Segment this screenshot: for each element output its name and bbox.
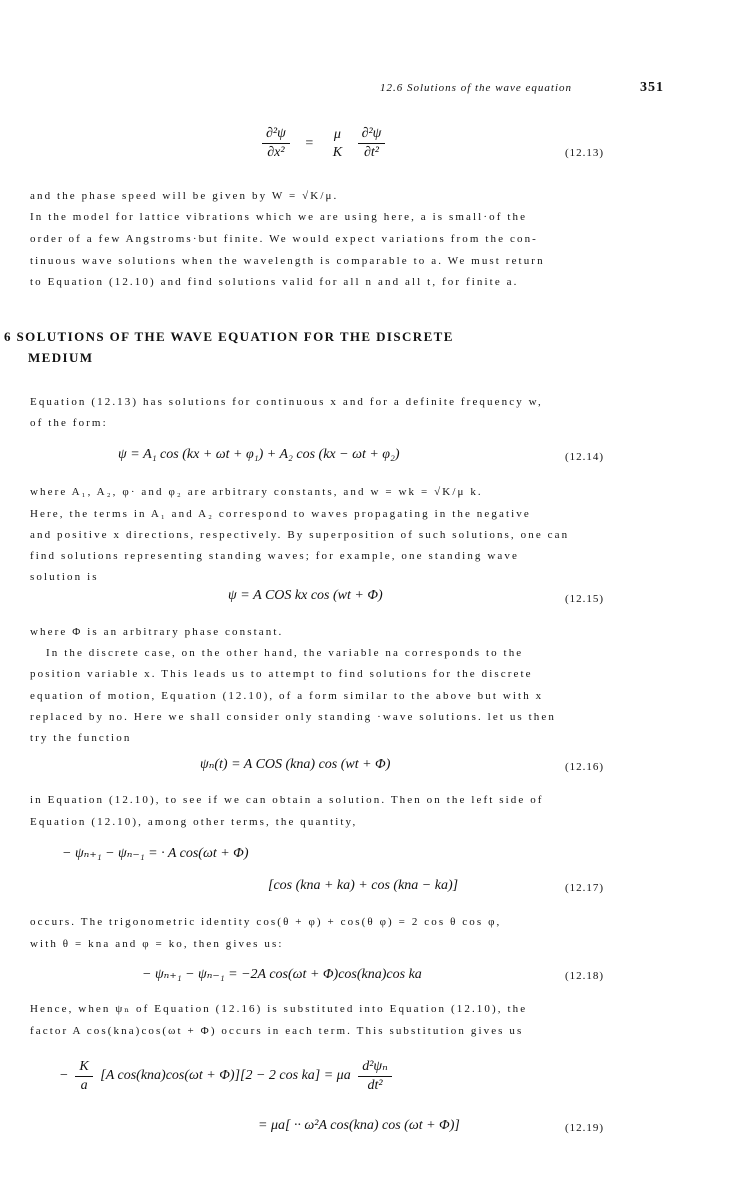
para1-line5: to Equation (12.10) and find solutions valid for all n and all t, for finite a. <box>30 276 519 288</box>
equation-12-15: ψ = A COS kx cos (wt + Φ) <box>228 588 383 603</box>
eq-12-13-equals: = <box>305 135 314 151</box>
para3-line2: Here, the terms in A₁ and A₂ correspond to waves propagating in the negative <box>30 508 531 520</box>
para1-line4: tinuous wave solutions when the wavelength is comparable to a. We must return <box>30 255 545 267</box>
running-title: 12.6 Solutions of the wave equation <box>380 82 573 94</box>
eq-12-19-a: a <box>80 1077 88 1093</box>
eq-12-13-lhs-denominator: ∂x² <box>267 145 285 160</box>
eq-12-13-rhs-denominator: ∂t² <box>363 145 379 160</box>
para2-line1: Equation (12.13) has solutions for continuous x and for a definite frequency w, <box>30 396 543 408</box>
para5-line1: in Equation (12.10), to see if we can obtain a solution. Then on the left side of <box>30 794 544 806</box>
para4-line5: replaced by no. Here we shall consider only standing ·wave solutions. let us then <box>30 711 556 723</box>
equation-12-18: − ψₙ₊₁ − ψₙ₋₁ = −2A cos(ωt + Φ)cos(kna)cos ka <box>142 967 422 982</box>
eq-12-19-K-over-a <box>75 1059 92 1094</box>
eq-12-14-number: (12.14) <box>565 451 605 463</box>
para2-line2: of the form: <box>30 417 108 429</box>
eq-12-13-lhs-numerator: ∂²ψ <box>262 126 290 144</box>
eq-12-19-middle: [A cos(kna)cos(ωt + Φ)][2 − 2 cos ka] = μa <box>100 1068 351 1084</box>
para1-line1: and the phase speed will be given by W = √K/μ. <box>30 190 339 202</box>
eq-12-19-lead-minus: − <box>60 1068 68 1084</box>
para3-line4: find solutions representing standing waves; for example, one standing wave <box>30 550 519 562</box>
para7-line1: Hence, when ψₙ of Equation (12.16) is substituted into Equation (12.10), the <box>30 1003 528 1015</box>
eq-12-17-number: (12.17) <box>565 882 605 894</box>
eq-12-13-number: (12.13) <box>565 147 605 159</box>
equation-12-13 <box>258 126 389 161</box>
eq-12-19-number: (12.19) <box>565 1122 605 1134</box>
eq-12-13-lhs-fraction <box>262 126 290 161</box>
para5-line2: Equation (12.10), among other terms, the quantity, <box>30 816 358 828</box>
eq-12-15-number: (12.15) <box>565 593 605 605</box>
equation-12-14: ψ = A₁ cos (kx + ωt + φ₁) + A₂ cos (kx − ωt + φ₂) <box>118 447 400 462</box>
page-number: 351 <box>640 80 664 95</box>
eq-12-13-rhs-numerator: ∂²ψ <box>358 126 386 144</box>
para6-line2: with θ = kna and φ = ko, then gives us: <box>30 938 284 950</box>
eq-12-13-K: K <box>332 144 343 160</box>
para1-line3: order of a few Angstroms·but finite. We would expect variations from the con- <box>30 233 538 245</box>
equation-12-16: ψₙ(t) = A COS (kna) cos (wt + Φ) <box>200 757 391 772</box>
eq-12-19-K: K <box>75 1059 92 1077</box>
equation-12-17-line1: − ψₙ₊₁ − ψₙ₋₁ = · A cos(ωt + Φ) <box>62 846 249 861</box>
eq-12-13-coef-fraction <box>329 127 346 161</box>
para3-line5: solution is <box>30 571 99 583</box>
equation-12-19-line2: = μa[ ·· ω²A cos(kna) cos (ωt + Φ)] <box>258 1118 460 1133</box>
para7-line2: factor A cos(kna)cos(ωt + Φ) occurs in each term. This substitution gives us <box>30 1025 524 1037</box>
eq-12-19-rhs-denominator: dt² <box>367 1078 383 1093</box>
equation-12-17-line2: [cos (kna + ka) + cos (kna − ka)] <box>268 878 459 893</box>
para1-line2: In the model for lattice vibrations which we are using here, a is small·of the <box>30 211 528 223</box>
eq-12-16-number: (12.16) <box>565 761 605 773</box>
section-heading-line2: MEDIUM <box>28 350 94 365</box>
eq-12-19-rhs-fraction <box>358 1058 392 1094</box>
eq-12-13-rhs-fraction <box>358 126 386 161</box>
para4-line1: where Φ is an arbitrary phase constant. <box>30 626 284 638</box>
para4-line4: equation of motion, Equation (12.10), of a form similar to the above but with x <box>30 690 544 702</box>
equation-12-19-line1 <box>60 1058 396 1094</box>
para4-line3: position variable x. This leads us to attempt to find solutions for the discrete <box>30 668 533 680</box>
eq-12-19-rhs-numerator: d²ψₙ <box>358 1058 392 1077</box>
section-heading-line1: 6 SOLUTIONS OF THE WAVE EQUATION FOR THE DISCRETE <box>4 329 454 344</box>
eq-12-18-number: (12.18) <box>565 970 605 982</box>
para4-line6: try the function <box>30 732 132 744</box>
para6-line1: occurs. The trigonometric identity cos(θ + φ) + cos(θ φ) = 2 cos θ cos φ, <box>30 916 502 928</box>
para3-line3: and positive x directions, respectively. By superposition of such solutions, one can <box>30 529 570 541</box>
para3-line1: where A₁, A₂, φ· and φ₂ are arbitrary constants, and w = wk = √K/μ k. <box>30 486 483 498</box>
eq-12-13-mu: μ <box>333 126 341 142</box>
para4-line2: In the discrete case, on the other hand, the variable na corresponds to the <box>46 647 524 659</box>
